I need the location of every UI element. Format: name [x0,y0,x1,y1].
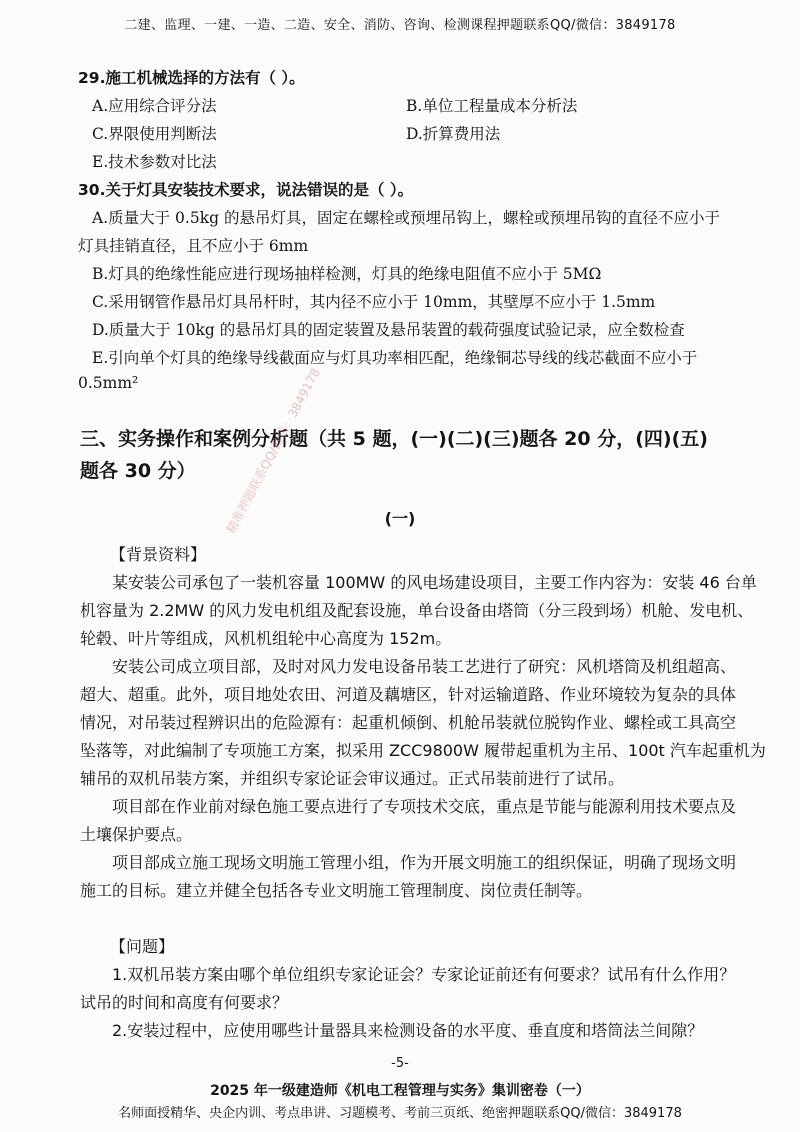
case-number: (一) [384,509,416,528]
background-line: 轮毂、叶片等组成，风机机组轮中心高度为 152m。 [80,629,452,648]
background-label: 【背景资料】 [110,545,207,564]
background-line: 安装公司成立项目部，及时对风力发电设备吊装工艺进行了研究：风机塔筒及机组超高、 [112,657,737,676]
question-30-option-e-line2: 0.5mm² [78,374,139,392]
question-30-option-a-line1: A.质量大于 0.5kg 的悬吊灯具，固定在螺栓或预埋吊钩上，螺栓或预埋吊钩的直径不应小于 [92,209,720,227]
watermark-text: 精准押题联系QQ/微信：3849178 [223,366,323,536]
section-heading-line1: 三、实务操作和案例分析题（共 5 题，(一)(二)(三)题各 20 分，(四)(五) [80,428,708,450]
question-30-option-b: B.灯具的绝缘性能应进行现场抽样检测，灯具的绝缘电阻值不应小于 5MΩ [92,265,602,283]
question-30-option-e-line1: E.引向单个灯具的绝缘导线截面应与灯具功率相匹配，绝缘铜芯导线的线芯截面不应小于 [92,349,698,367]
background-line: 情况，对吊装过程辨识出的危险源有：起重机倾倒、机舱吊装就位脱钩作业、螺栓或工具高空 [80,713,737,732]
question-2: 2.安装过程中，应使用哪些计量器具来检测设备的水平度、垂直度和塔筒法兰间隙？ [112,1021,704,1040]
question-1-line2: 试吊的时间和高度有何要求？ [80,993,289,1012]
question-29-option-e: E.技术参数对比法 [92,153,217,171]
footer-contact: 名师面授精华、央企内训、考点串讲、习题模考、考前三页纸、绝密押题联系QQ/微信：3849178 [118,1106,682,1121]
background-line: 辅吊的双机吊装方案，并组织专家论证会审议通过。正式吊装前进行了试吊。 [80,769,625,788]
background-line: 土壤保护要点。 [80,825,193,844]
section-heading-line2: 题各 30 分） [80,460,196,482]
question-30-stem: 30.关于灯具安装技术要求，说法错误的是（ ）。 [78,181,414,199]
background-line: 超大、超重。此外，项目地处农田、河道及藕塘区，针对运输道路、作业环境较为复杂的具体 [80,685,737,704]
question-29-option-d: D.折算费用法 [406,125,501,143]
page-header: 二建、监理、一建、一造、二造、安全、消防、咨询、检测课程押题联系QQ/微信：3849178 [124,18,676,33]
background-line: 坠落等，对此编制了专项施工方案，拟采用 ZCC9800W 履带起重机为主吊、100t 汽车起重机为 [80,741,766,760]
question-29-option-a: A.应用综合评分法 [92,97,217,115]
background-line: 项目部在作业前对绿色施工要点进行了专项技术交底，重点是节能与能源利用技术要点及 [112,797,737,816]
questions-label: 【问题】 [110,937,175,956]
background-line: 施工的目标。建立并健全包括各专业文明施工管理制度、岗位责任制等。 [80,881,593,900]
question-30-option-d: D.质量大于 10kg 的悬吊灯具的固定装置及悬吊装置的载荷强度试验记录，应全数检查 [92,321,685,339]
background-line: 项目部成立施工现场文明施工管理小组，作为开展文明施工的组织保证，明确了现场文明 [112,853,737,872]
page-number: -5- [391,1056,409,1071]
background-line: 机容量为 2.2MW 的风力发电机组及配套设施，单台设备由塔筒（分三段到场）机舱、发电机、 [80,601,754,620]
question-29-stem: 29.施工机械选择的方法有（ ）。 [78,69,305,87]
question-29-option-c: C.界限使用判断法 [92,125,217,143]
question-1-line1: 1.双机吊装方案由哪个单位组织专家论证会？专家论证前还有何要求？试吊有什么作用？ [112,965,736,984]
question-30-option-a-line2: 灯具挂销直径，且不应小于 6mm [78,237,309,255]
question-29-option-b: B.单位工程量成本分析法 [406,97,578,115]
question-30-option-c: C.采用钢管作悬吊灯具吊杆时，其内径不应小于 10mm，其壁厚不应小于 1.5mm [92,293,656,311]
background-line: 某安装公司承包了一装机容量 100MW 的风电场建设项目，主要工作内容为：安装 46 台单 [112,573,757,592]
exam-title: 2025 年一级建造师《机电工程管理与实务》集训密卷（一） [210,1083,590,1099]
